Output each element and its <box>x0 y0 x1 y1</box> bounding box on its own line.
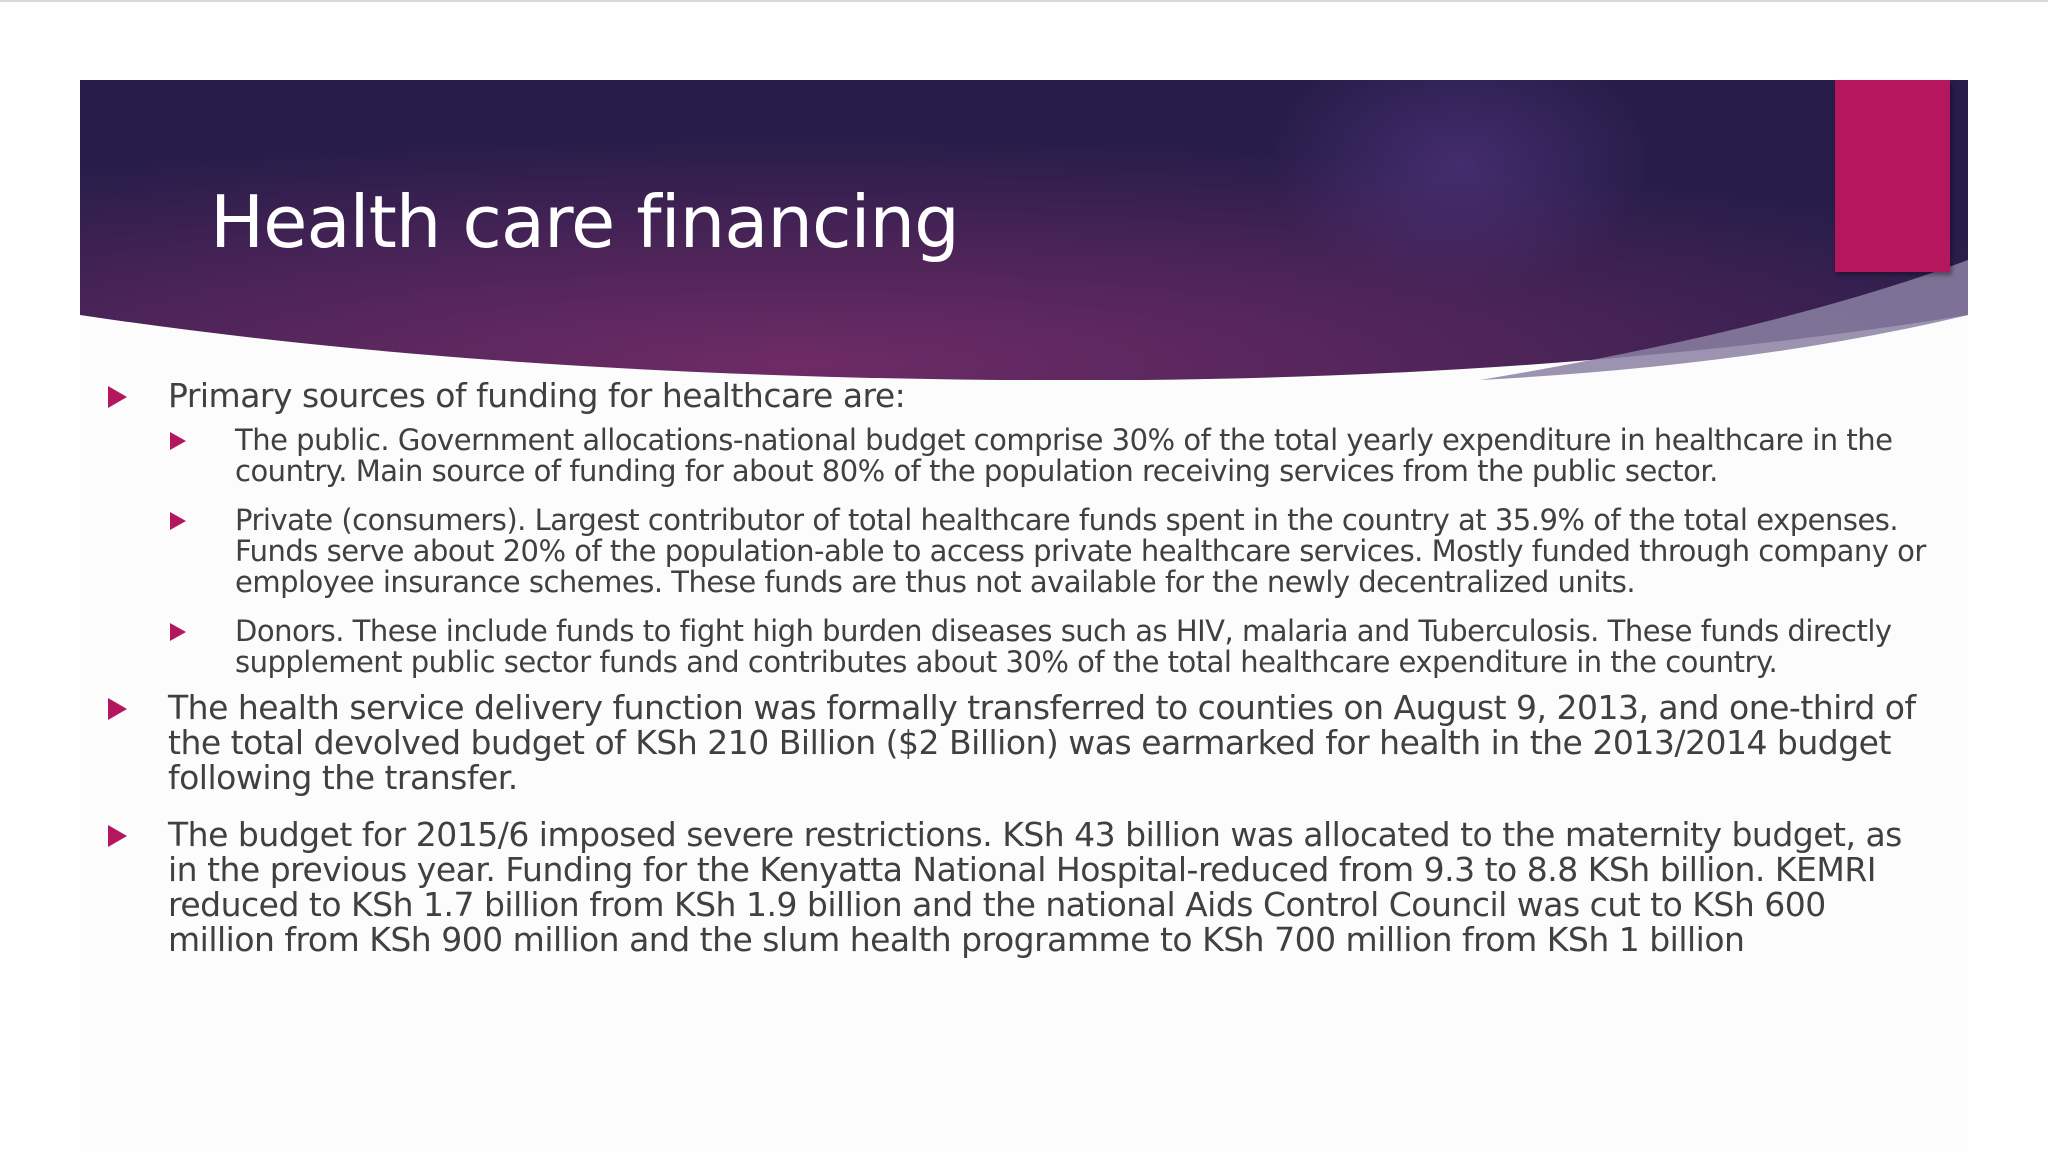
bullet-primary-sources <box>108 378 1938 413</box>
sub-bullet-text: Private (consumers). Largest contributor of total healthcare funds spent in the country at 35.9% of the total expenses. Funds serve about 20% of the population-able to access private healthcare services. Mostly funded through company or employee insurance schemes. These funds are thus not available for the newly decentralized units. <box>235 503 1926 599</box>
sub-bullet-text: Donors. These include funds to fight high burden diseases such as HIV, malaria and Tuberculosis. These funds directly supplement public sector funds and contributes about 30% of the total healthcare expenditure in the country. <box>235 614 1892 679</box>
slide-body <box>108 378 1938 957</box>
window-top-border <box>0 0 2048 2</box>
bullet-budget-2015 <box>108 817 1938 957</box>
sub-bullet-text: The public. Government allocations-national budget comprise 30% of the total yearly expenditure in healthcare in the country. Main source of funding for about 80% of the population receiving services from the public sector. <box>235 423 1893 488</box>
sub-bullet-public <box>168 425 1938 487</box>
bullet-text: The budget for 2015/6 imposed severe restrictions. KSh 43 billion was allocated to the maternity budget, as in the previous year. Funding for the Kenyatta National Hospital-reduced from 9.3 to 8.8 KSh billion. KEMRI reduced to KSh 1.7 billion from KSh 1.9 billion and the national Aids Control Council was cut to KSh 600 million from KSh 900 million and the slum health programme to KSh 700 million from KSh 1 billion <box>168 815 1902 959</box>
slide-title: Health care financing <box>210 180 959 264</box>
triangle-bullet-icon <box>170 623 186 641</box>
triangle-bullet-icon <box>108 825 127 847</box>
triangle-bullet-icon <box>170 432 186 450</box>
triangle-bullet-icon <box>170 512 186 530</box>
bullet-text: Primary sources of funding for healthcare are: <box>168 376 906 415</box>
accent-tab <box>1835 80 1950 272</box>
triangle-bullet-icon <box>108 698 127 720</box>
sub-bullet-private <box>168 505 1938 598</box>
slide <box>80 80 1968 1152</box>
bullet-text: The health service delivery function was formally transferred to counties on August 9, 2013, and one-third of the total devolved budget of KSh 210 Billion ($2 Billion) was earmarked for health in the 2013/2014 budget following the transfer. <box>168 688 1916 797</box>
sub-bullet-donors <box>168 616 1938 678</box>
triangle-bullet-icon <box>108 386 127 408</box>
bullet-devolution <box>108 690 1938 795</box>
